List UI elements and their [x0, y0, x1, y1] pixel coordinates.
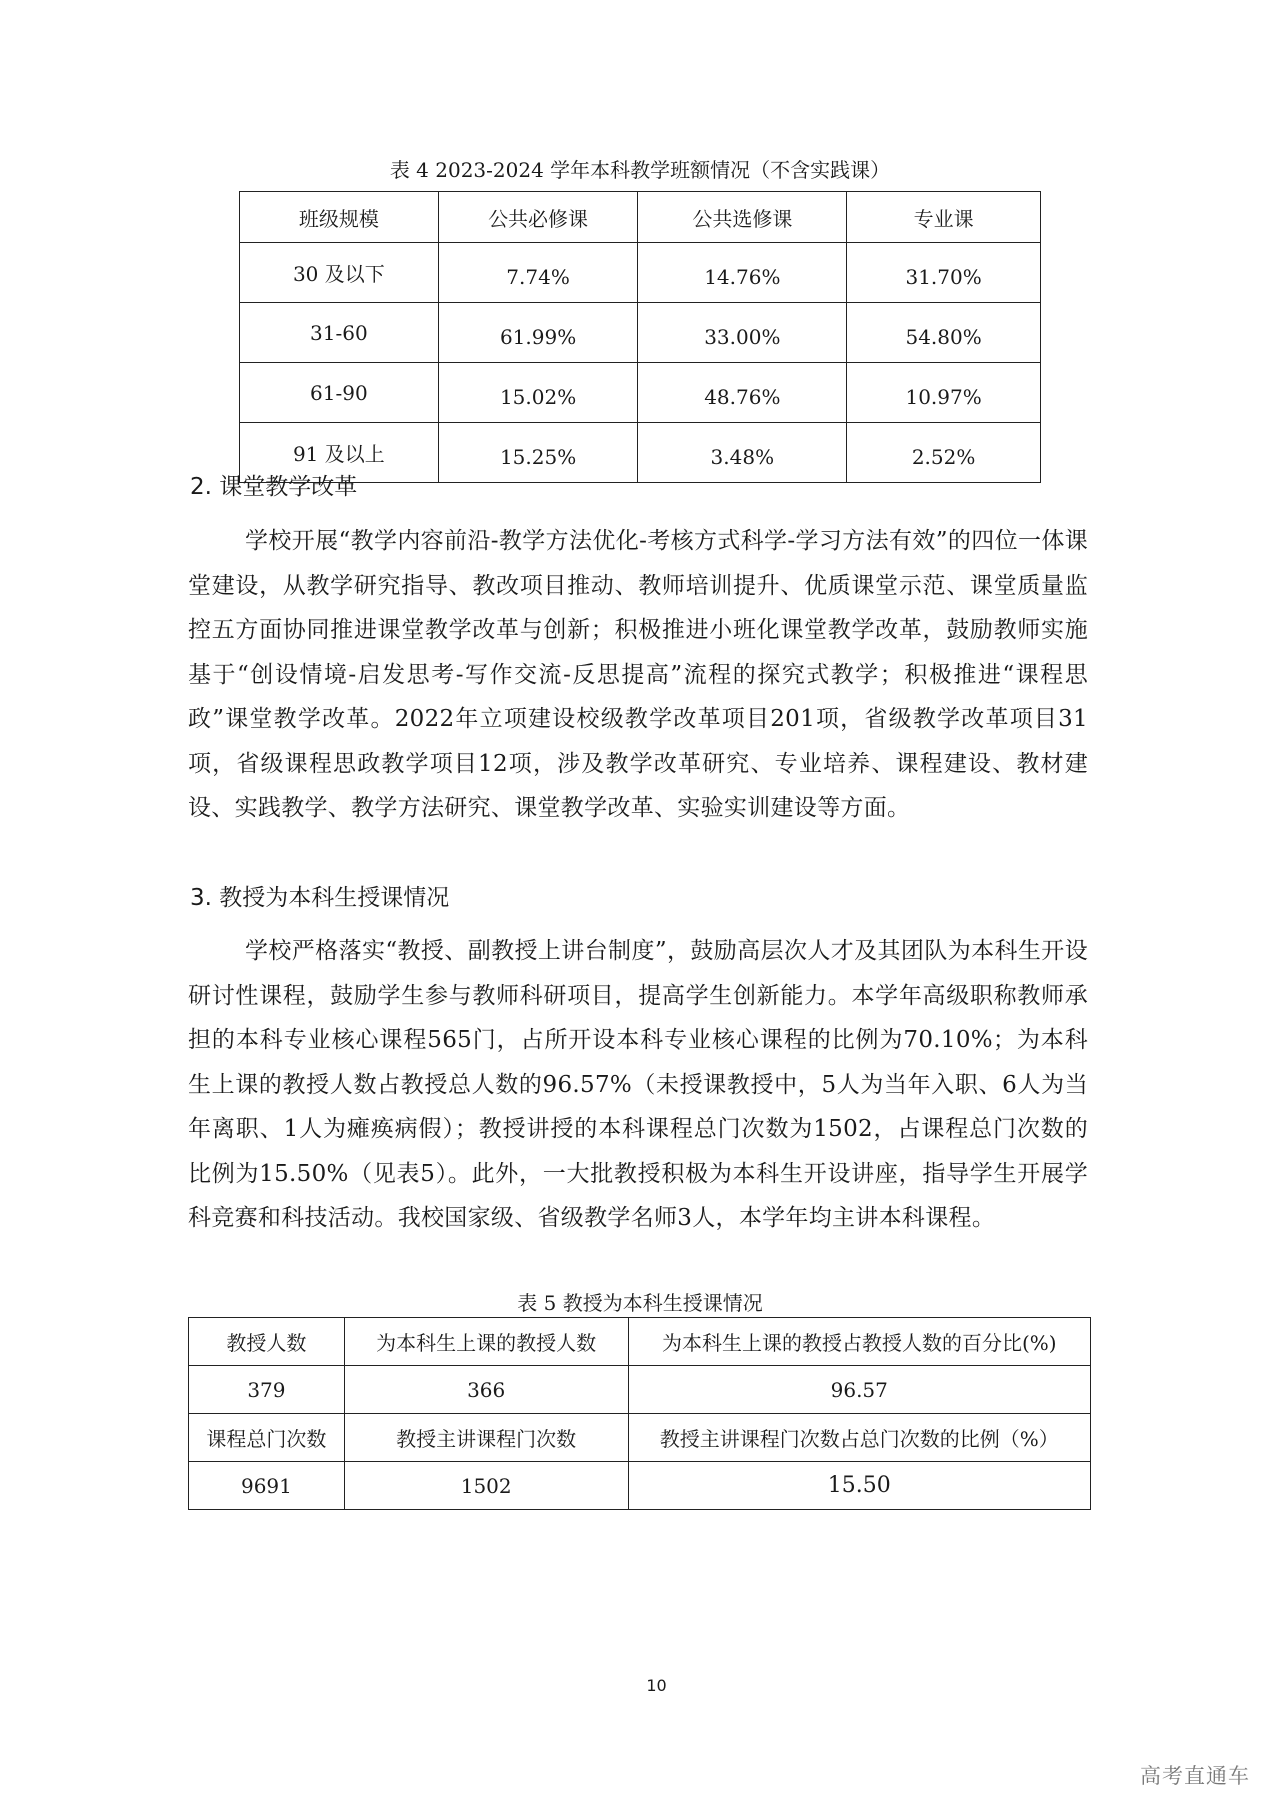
- row-label: 31-60: [240, 303, 439, 363]
- table-cell: 366: [344, 1366, 628, 1414]
- table-row: [240, 243, 1041, 303]
- header-cell: 班级规模: [240, 192, 439, 243]
- table-row: [189, 1414, 1091, 1462]
- header-cell: 公共必修课: [438, 192, 638, 243]
- table-cell: 1502: [344, 1462, 628, 1510]
- table-cell: 33.00%: [638, 303, 847, 363]
- table-cell: 2.52%: [847, 423, 1041, 483]
- table-cell: 3.48%: [638, 423, 847, 483]
- table5-caption: 表 5 教授为本科生授课情况: [517, 1291, 763, 1315]
- header-cell: 为本科生上课的教授人数: [344, 1318, 628, 1366]
- table-row: [189, 1462, 1091, 1510]
- table-cell: 54.80%: [847, 303, 1041, 363]
- header-cell: 专业课: [847, 192, 1041, 243]
- table-cell: 48.76%: [638, 363, 847, 423]
- header-cell: 教授主讲课程门次数: [344, 1414, 628, 1462]
- table-cell: 15.50: [628, 1462, 1090, 1510]
- table-row: [240, 423, 1041, 483]
- table-cell: 14.76%: [638, 243, 847, 303]
- section-heading: 2. 课堂教学改革: [190, 474, 358, 500]
- section-heading: 3. 教授为本科生授课情况: [190, 885, 450, 911]
- table-cell: 31.70%: [847, 243, 1041, 303]
- table-cell: 7.74%: [438, 243, 638, 303]
- table-cell: 96.57: [628, 1366, 1090, 1414]
- watermark: 高考直通车: [1140, 1764, 1250, 1788]
- table-cell: 10.97%: [847, 363, 1041, 423]
- table-row: [189, 1318, 1091, 1366]
- table4-caption: 表 4 2023-2024 学年本科教学班额情况（不含实践课）: [389, 158, 891, 182]
- body-paragraph: 学校严格落实“教授、副教授上讲台制度”，鼓励高层次人才及其团队为本科生开设研讨性课程，鼓励学生参与教师科研项目，提高学生创新能力。本学年高级职称教师承担的本科专业核心课程565门，占所开设本科专业核心课程的比例为70.10%；为本科生上课的教授人数占教授总人数的96.57%（未授课教授中，5人为当年入职、6人为当年离职、1人为瘫痪病假）；教授讲授的本科课程总门次数为1502，占课程总门次数的比例为15.50%（见表5）。此外，一大批教授积极为本科生开设讲座，指导学生开展学科竞赛和科技活动。我校国家级、省级教学名师3人，本学年均主讲本科课程。: [188, 938, 1088, 1231]
- table-cell: 15.02%: [438, 363, 638, 423]
- header-cell: 课程总门次数: [189, 1414, 345, 1462]
- page-number: 10: [646, 1676, 667, 1695]
- header-cell: 为本科生上课的教授占教授人数的百分比(%): [628, 1318, 1090, 1366]
- header-cell: 教授人数: [189, 1318, 345, 1366]
- table-header-row: [240, 192, 1041, 243]
- body-paragraph: 学校开展“教学内容前沿-教学方法优化-考核方式科学-学习方法有效”的四位一体课堂建设，从教学研究指导、教改项目推动、教师培训提升、优质课堂示范、课堂质量监控五方面协同推进课堂教学改革与创新；积极推进小班化课堂教学改革，鼓励教师实施基于“创设情境-启发思考-写作交流-反思提高”流程的探究式教学；积极推进“课程思政”课堂教学改革。2022年立项建设校级教学改革项目201项，省级教学改革项目31项，省级课程思政教学项目12项，涉及教学改革研究、专业培养、课程建设、教材建设、实践教学、教学方法研究、课堂教学改革、实验实训建设等方面。: [188, 528, 1088, 821]
- professor-teaching-table: [188, 1317, 1091, 1510]
- table-row: [240, 303, 1041, 363]
- class-size-table: [239, 191, 1041, 483]
- table-row: [189, 1366, 1091, 1414]
- table-row: [240, 363, 1041, 423]
- header-cell: 公共选修课: [638, 192, 847, 243]
- row-label: 30 及以下: [240, 243, 439, 303]
- row-label: 91 及以上: [240, 423, 439, 483]
- table-cell: 379: [189, 1366, 345, 1414]
- table-cell: 15.25%: [438, 423, 638, 483]
- row-label: 61-90: [240, 363, 439, 423]
- table-cell: 9691: [189, 1462, 345, 1510]
- header-cell: 教授主讲课程门次数占总门次数的比例（%）: [628, 1414, 1090, 1462]
- table-cell: 61.99%: [438, 303, 638, 363]
